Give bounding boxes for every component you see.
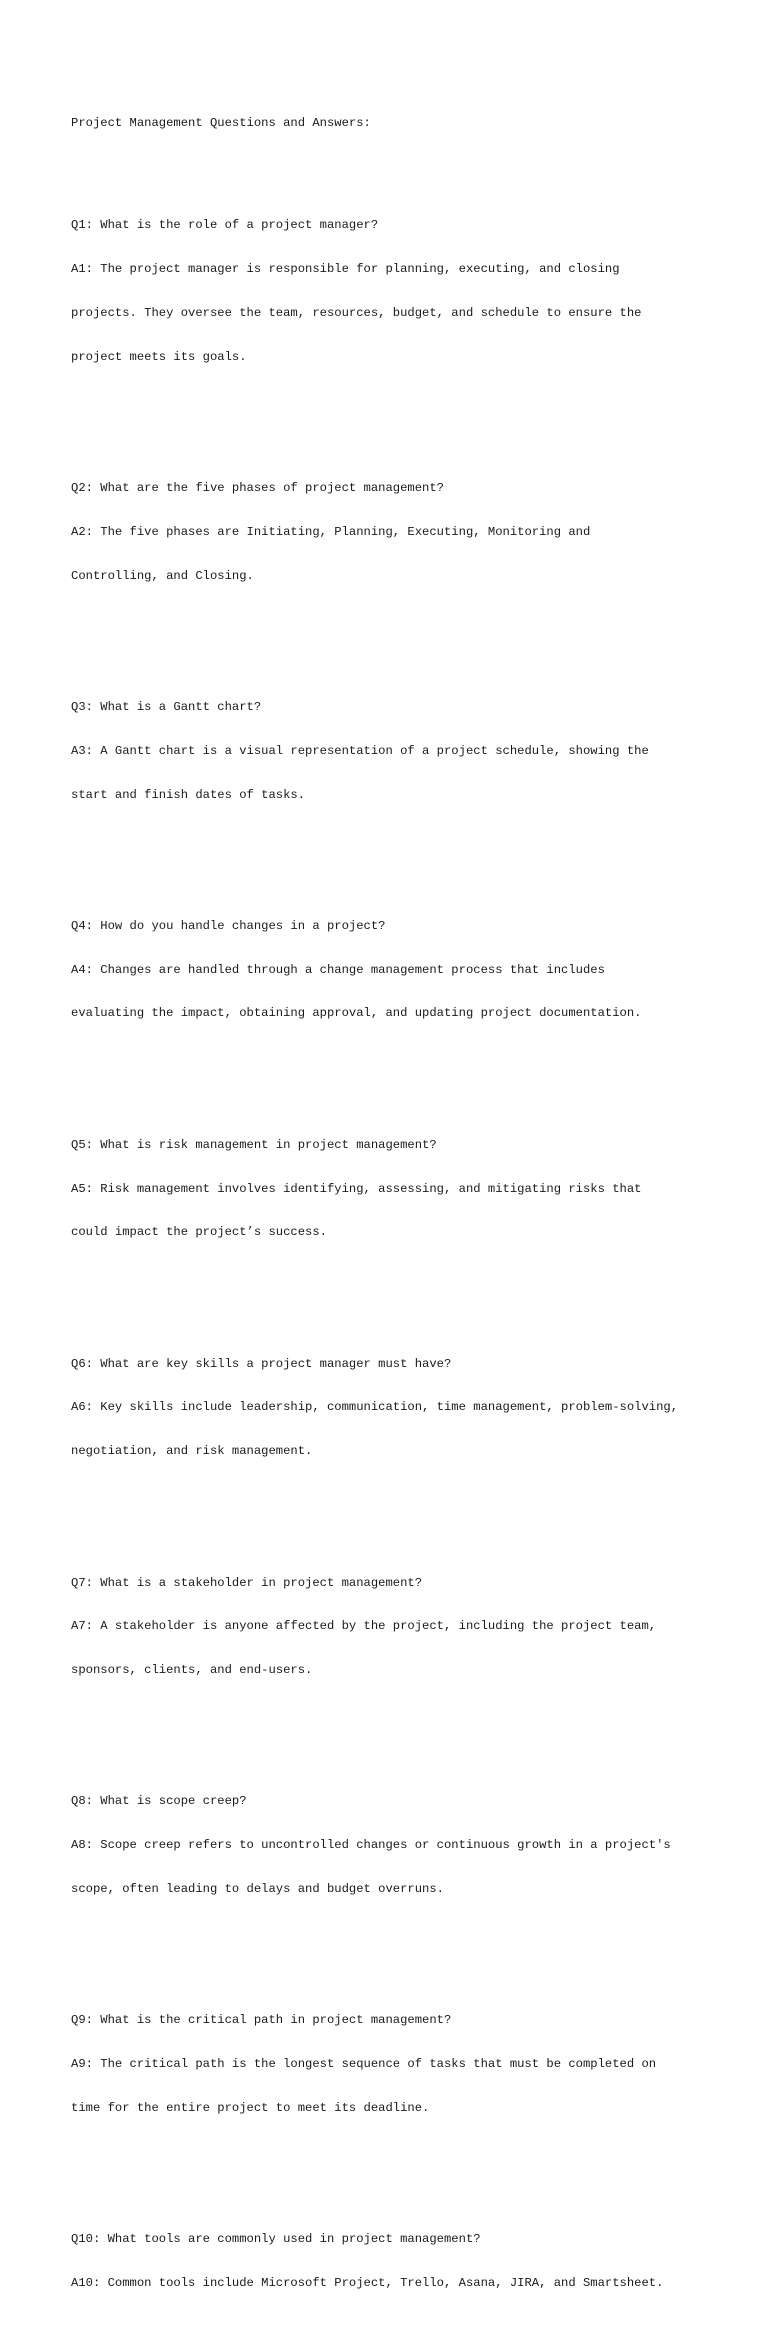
qa-item-5 [71,1109,751,1270]
answer-text: negotiation, and risk management. [71,1444,313,1459]
answer-text: Controlling, and Closing. [71,568,254,583]
qa-item-1 [71,189,751,393]
qa-item-6 [71,1327,751,1488]
question-text: Q7: What is a stakeholder in project management? [71,1575,423,1590]
qa-item-9 [71,1984,751,2145]
question-text: Q5: What is risk management in project management? [71,1137,437,1152]
qa-item-4 [71,890,751,1051]
answer-text: time for the entire project to meet its deadline. [71,2100,430,2115]
question-text: Q8: What is scope creep? [71,1794,247,1809]
question-text: Q4: How do you handle changes in a project? [71,918,386,933]
question-text: Q6: What are key skills a project manager must have? [71,1356,452,1371]
answer-text: A9: The critical path is the longest sequence of tasks that must be completed on [71,2057,657,2072]
answer-text: A10: Common tools include Microsoft Project, Trello, Asana, JIRA, and Smartsheet. [71,2276,664,2291]
answer-text: projects. They oversee the team, resources, budget, and schedule to ensure the [71,305,642,320]
qa-item-8 [71,1765,751,1926]
answer-text: start and finish dates of tasks. [71,787,306,802]
answer-text: sponsors, clients, and end-users. [71,1663,313,1678]
question-text: Q2: What are the five phases of project management? [71,481,444,496]
qa-item-2 [71,452,751,613]
answer-text: A3: A Gantt chart is a visual representation of a project schedule, showing the [71,743,649,758]
answer-text: A5: Risk management involves identifying, assessing, and mitigating risks that [71,1181,642,1196]
qa-item-3 [71,671,751,832]
question-text: Q9: What is the critical path in project management? [71,2013,452,2028]
answer-text: A1: The project manager is responsible for planning, executing, and closing [71,262,620,277]
answer-text: A2: The five phases are Initiating, Planning, Executing, Monitoring and [71,524,591,539]
answer-text: A6: Key skills include leadership, communication, time management, problem-solving, [71,1400,679,1415]
answer-text: could impact the project’s success. [71,1225,327,1240]
question-text: Q3: What is a Gantt chart? [71,699,262,714]
qa-item-7 [71,1546,751,1707]
answer-text: scope, often leading to delays and budget overruns. [71,1882,444,1897]
answer-text: A8: Scope creep refers to uncontrolled changes or continuous growth in a project's [71,1838,671,1853]
answer-text: project meets its goals. [71,349,247,364]
document-title: Project Management Questions and Answers: [71,116,371,131]
question-text: Q10: What tools are commonly used in project management? [71,2232,481,2247]
answer-text: A7: A stakeholder is anyone affected by the project, including the project team, [71,1619,657,1634]
qa-item-10 [71,2203,751,2320]
answer-text: A4: Changes are handled through a change management process that includes [71,962,605,977]
answer-text: evaluating the impact, obtaining approval, and updating project documentation. [71,1006,642,1021]
question-text: Q1: What is the role of a project manager? [71,218,379,233]
document-page [71,87,751,2349]
